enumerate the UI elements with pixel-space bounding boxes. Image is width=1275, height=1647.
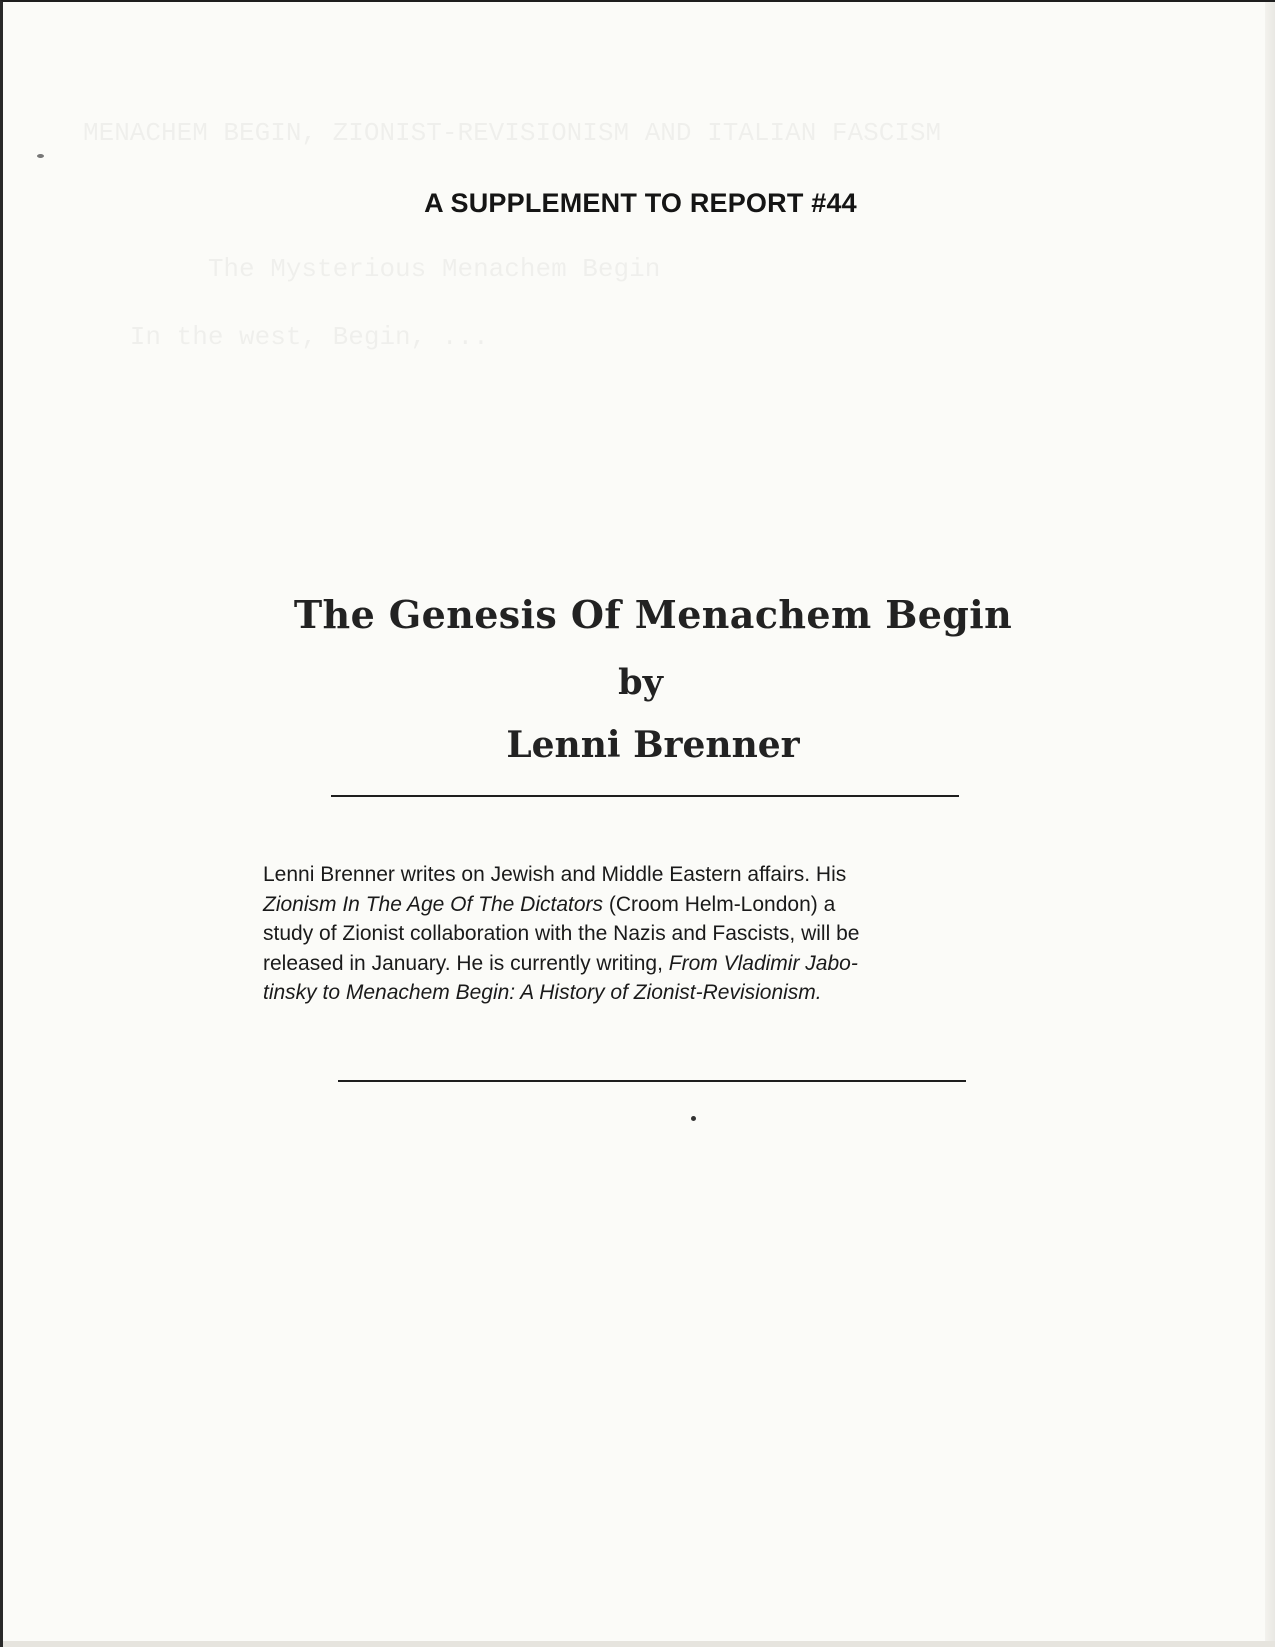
author-bio — [263, 860, 1033, 1008]
divider-rule-top — [331, 795, 959, 797]
bio-text: released in January. He is currently writing, — [263, 951, 669, 975]
author-name: Lenni Brenner — [506, 724, 800, 766]
bio-text: (Croom Helm-London) a — [603, 892, 836, 916]
paper-speck — [691, 1116, 696, 1121]
bio-line-5 — [263, 978, 1033, 1008]
supplement-heading: A SUPPLEMENT TO REPORT #44 — [424, 188, 857, 218]
bio-line-2 — [263, 890, 1033, 920]
book-title-italic: From Vladimir Jabo- — [668, 951, 858, 975]
bio-text: Lenni Brenner writes on Jewish and Middle Eastern affairs. His — [263, 863, 847, 886]
divider-rule-bottom — [338, 1080, 966, 1082]
page-edge-shadow — [1265, 2, 1275, 1647]
book-title-italic: tinsky to Menachem Begin: A History of Zionist-Revisionism. — [263, 981, 822, 1004]
show-through-text — [83, 82, 1133, 422]
bio-line-4 — [263, 949, 1033, 979]
bio-text: study of Zionist collaboration with the Nazis and Fascists, will be — [263, 922, 860, 945]
byline-by: by — [618, 662, 663, 703]
page-bottom-edge — [3, 1641, 1275, 1647]
book-title-italic: Zionism In The Age Of The Dictators — [263, 892, 604, 916]
bio-line-1 — [263, 860, 1033, 890]
paper-speck — [37, 154, 44, 158]
bio-line-3 — [263, 919, 1033, 949]
document-title: The Genesis Of Menachem Begin — [293, 592, 1013, 637]
